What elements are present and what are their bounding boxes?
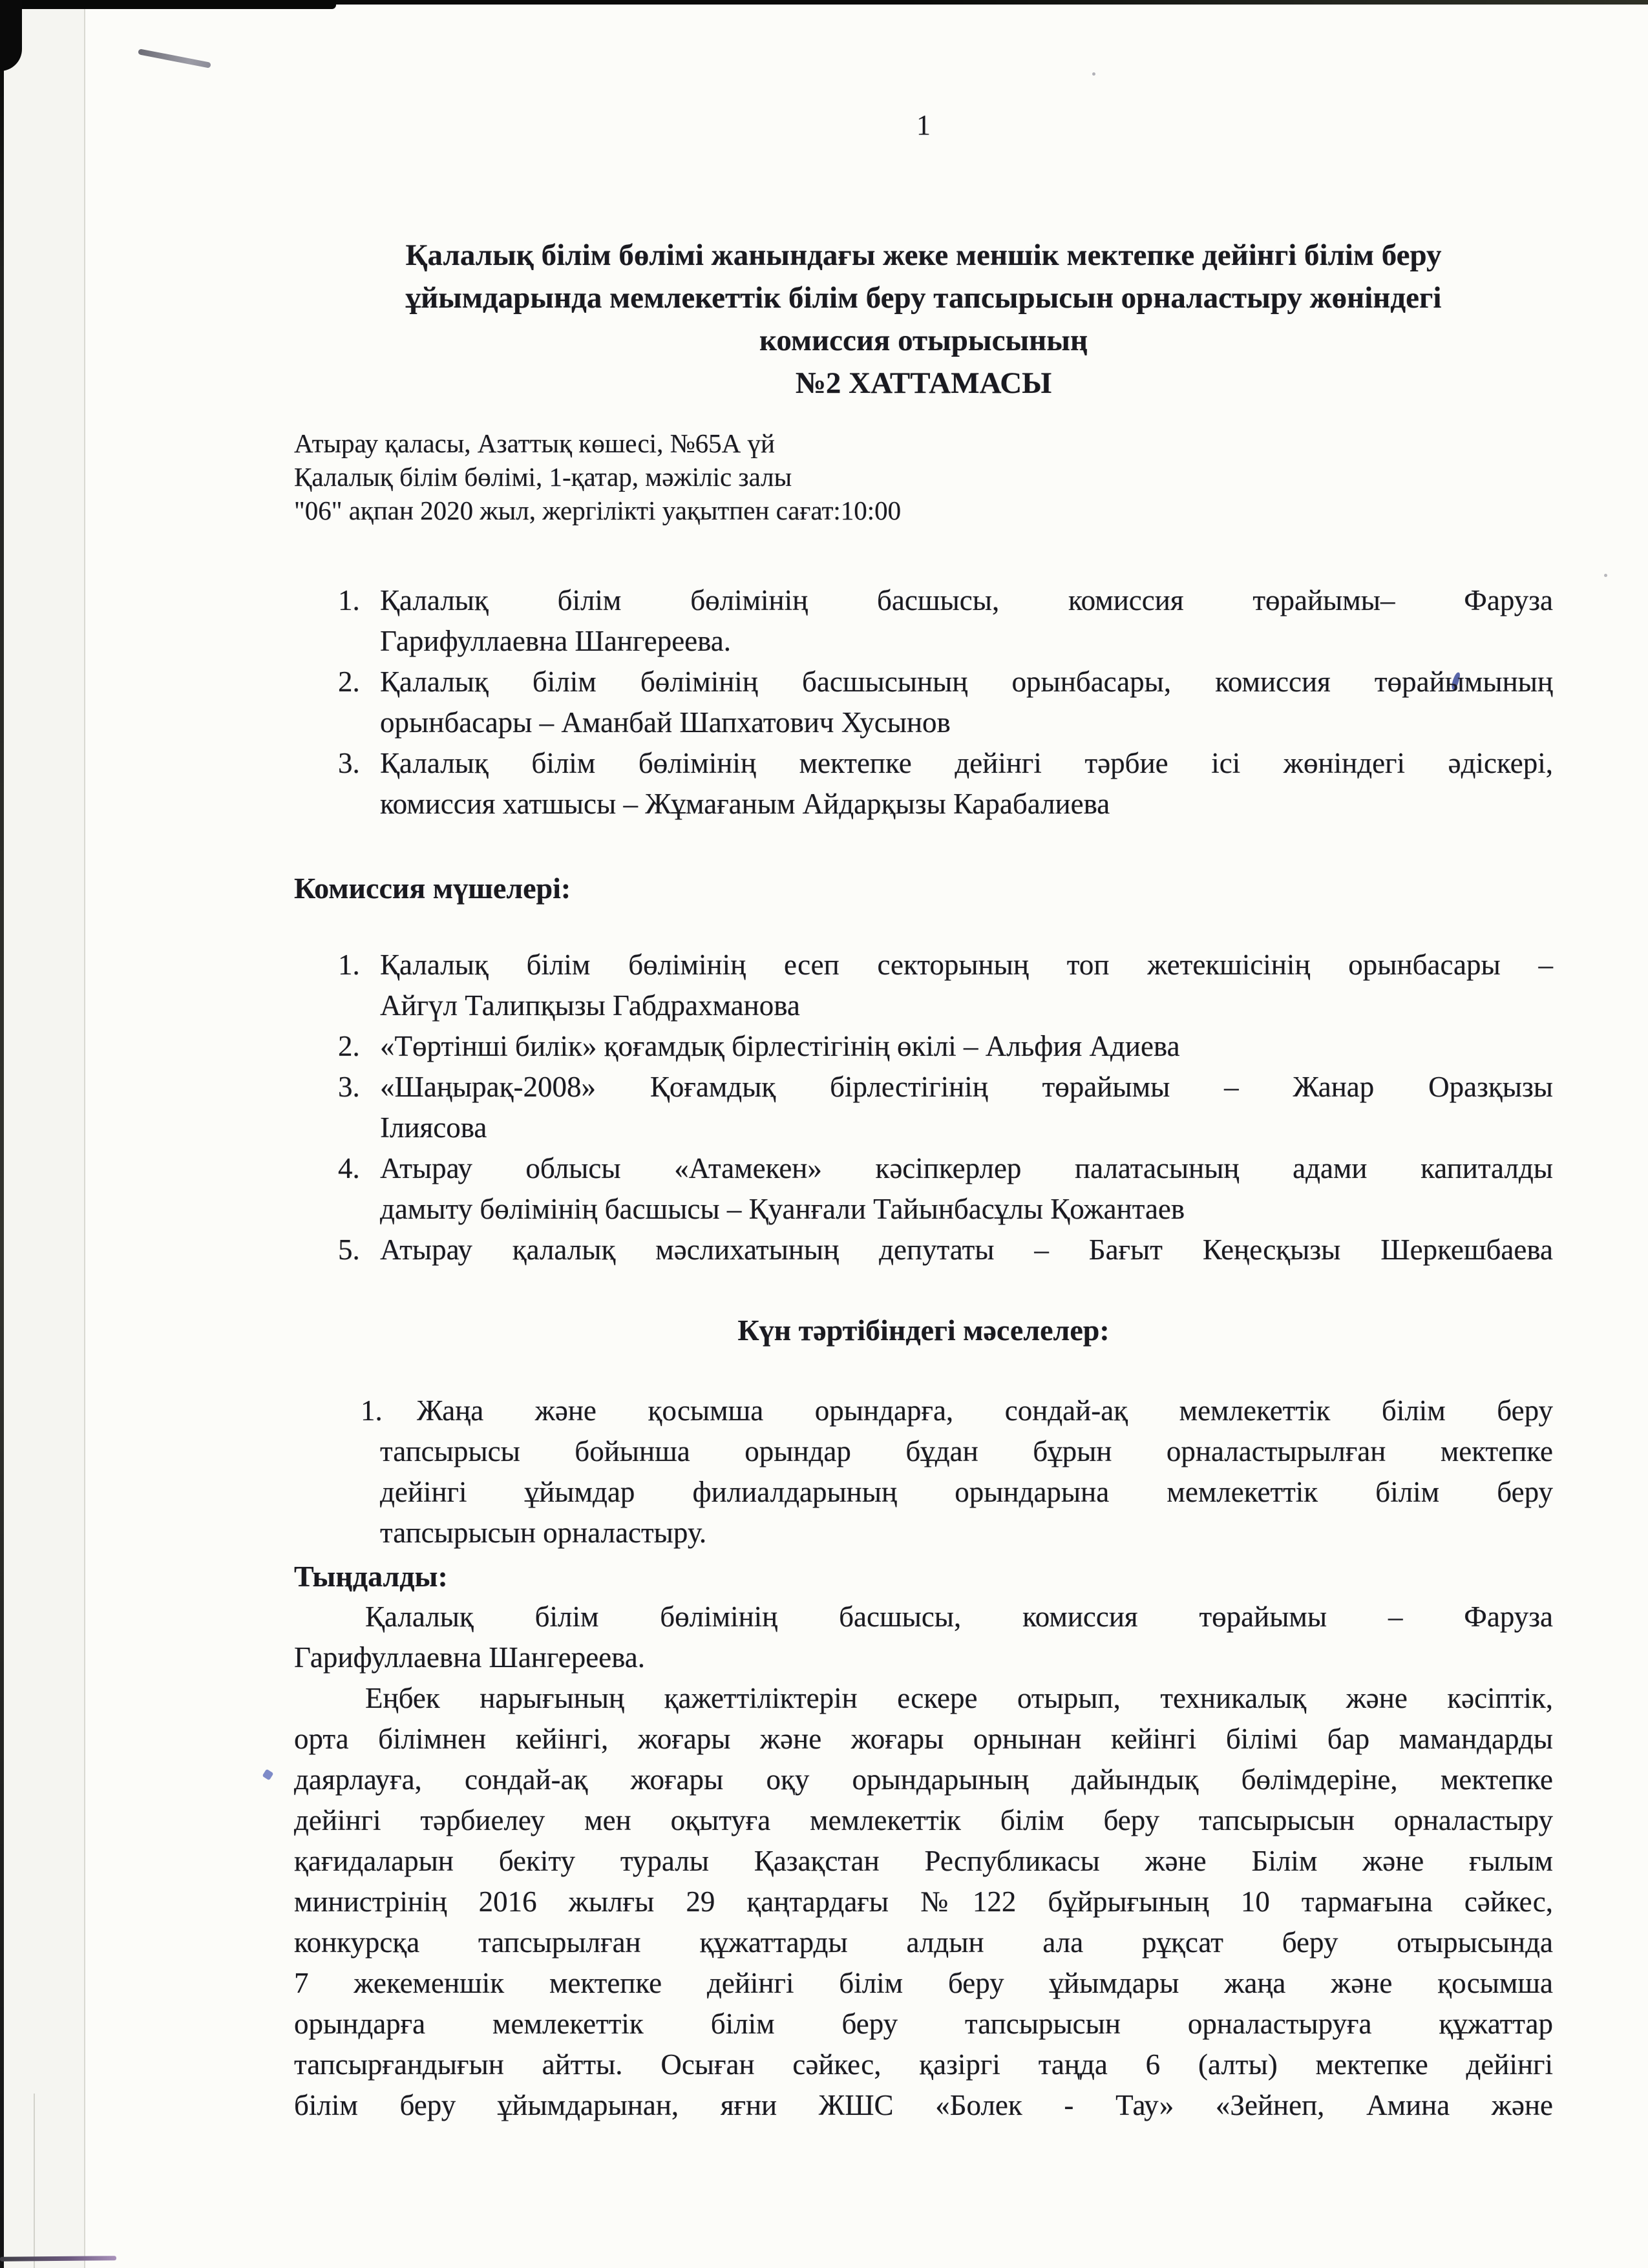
paragraph: [294, 1597, 1553, 1678]
text-line: комиссия хатшысы – Жұмағаным Айдарқызы Карабалиева: [380, 788, 1110, 820]
list-number: 2.: [338, 666, 360, 698]
attendees-list: [294, 580, 1553, 824]
text-line: орынбасары – Аманбай Шапхатович Хусынов: [380, 706, 951, 739]
text-line: Гарифуллаевна Шангереева.: [294, 1641, 646, 1674]
text-line: «Төртінші билік» қоғамдық бірлестігінің өкілі – Альфия Адиева: [380, 1030, 1180, 1062]
scanner-margin: [4, 0, 84, 2268]
text-line: Қалалық білім бөлімінің мектепке дейінгі тәрбие ісі жөніндегі әдіскері,: [380, 747, 1553, 779]
text-line: дейінгі тәрбиелеу мен оқытуға мемлекеттік білім беру тапсырысын орналастыру: [294, 1804, 1553, 1836]
agenda-list: [294, 1391, 1553, 1553]
scan-bottom-mark: [0, 2256, 116, 2262]
text-line: конкурсқа тапсырылған құжаттарды алдын ала рұқсат беру отырысында: [294, 1926, 1553, 1958]
list-item-text: [380, 1148, 1553, 1230]
text-line: Атырау қаласы, Азаттық көшесі, №65А үй: [294, 428, 775, 458]
list-item-text: [380, 1067, 1553, 1148]
text-line: Қалалық білім бөлімінің басшысы, комиссия төрайымы – Фаруза: [365, 1601, 1553, 1633]
text-line: №2 ХАТТАМАСЫ: [795, 366, 1052, 400]
list-item-text: [380, 945, 1553, 1026]
meeting-info: [294, 426, 1553, 527]
text-line: министрінің 2016 жылғы 29 қаңтардағы №122 бұйрығының 10 тармағына сәйкес,: [294, 1885, 1553, 1918]
text-line: "06" ақпан 2020 жыл, жергілікті уақытпен сағат:10:00: [294, 496, 902, 525]
members-heading: Комиссия мүшелері:: [294, 872, 571, 905]
heard-heading: Тыңдалды:: [294, 1560, 448, 1593]
staple-mark: [138, 48, 211, 68]
text-line: дамыту бөлімінің басшысы – Қуанғали Тайынбасұлы Қожантаев: [380, 1193, 1185, 1225]
list-item: [294, 1391, 1553, 1553]
text-line: Атырау облысы «Атамекен» кәсіпкерлер палатасының адами капиталды: [380, 1152, 1553, 1184]
list-item: [294, 1148, 1553, 1230]
text-line: Қалалық білім бөлімі, 1-қатар, мәжіліс залы: [294, 462, 792, 492]
list-item-text: [380, 580, 1553, 662]
text-line: Жаңа және қосымша орындарға, сондай-ақ мемлекеттік білім беру: [417, 1394, 1553, 1427]
text-line: білім беру ұйымдарынан, яғни ЖШС «Болек - Тау» «Зейнеп, Амина және: [294, 2089, 1553, 2121]
pen-mark: [262, 1769, 274, 1781]
scan-corner-shadow: [0, 0, 22, 71]
text-line: Гарифуллаевна Шангереева.: [380, 625, 732, 657]
heard-section: [294, 1556, 1553, 2126]
text-line: Қалалық білім бөлімінің есеп секторының топ жетекшісінің орынбасары –: [380, 949, 1553, 981]
scan-speck: [1092, 72, 1095, 76]
list-number: 1.: [338, 584, 360, 616]
text-line: тапсырысын орналастыру.: [380, 1517, 707, 1549]
agenda-heading: Күн тәртібіндегі мәселелер:: [737, 1314, 1110, 1347]
list-item: [294, 1067, 1553, 1148]
text-line: даярлауға, сондай-ақ жоғары оқу орындарының дайындық бөлімдеріне, мектепке: [294, 1763, 1553, 1796]
text-line: дейінгі ұйымдар филиалдарының орындарына мемлекеттік білім беру: [380, 1476, 1553, 1508]
list-item-text: [380, 1391, 1553, 1553]
list-number: 1.: [361, 1394, 383, 1427]
list-number: 3.: [338, 747, 360, 779]
text-line: Атырау қалалық мәслихатының депутаты – Бағыт Кеңесқызы Шеркешбаева: [380, 1234, 1553, 1266]
text-line: Қалалық білім бөлімінің басшысының орынбасары, комиссия төрайымының: [380, 666, 1553, 698]
list-item-text: [380, 662, 1553, 743]
list-number: 3.: [338, 1071, 360, 1103]
list-number: 5.: [338, 1234, 360, 1266]
paper-edge-line-bottom: [34, 2094, 35, 2268]
paper-edge-line: [84, 9, 85, 2268]
members-list: [294, 945, 1553, 1270]
text-line: Еңбек нарығының қажеттіліктерін ескере отырып, техникалық және кәсіптік,: [365, 1682, 1553, 1714]
text-line: «Шаңырақ-2008» Қоғамдық бірлестігінің төрайымы – Жанар Оразқызы: [380, 1071, 1553, 1103]
text-line: комиссия отырысының: [759, 324, 1088, 357]
scan-edge-left: [0, 0, 4, 2268]
list-number: 2.: [338, 1030, 360, 1062]
text-line: Қалалық білім бөлімінің басшысы, комиссия төрайымы– Фаруза: [380, 584, 1553, 616]
text-line: 7 жекеменшік мектепке дейінгі білім беру ұйымдары жаңа және қосымша: [294, 1967, 1553, 1999]
list-item: [294, 945, 1553, 1026]
text-line: Қалалық білім бөлімі жанындағы жеке меншік мектепке дейінгі білім беру: [405, 238, 1442, 272]
text-line: Ілиясова: [380, 1111, 487, 1144]
document-title: [294, 234, 1553, 404]
text-line: тапсырғандығын айтты. Осыған сәйкес, қазіргі таңда 6 (алты) мектепке дейінгі: [294, 2048, 1553, 2081]
text-line: орта білімнен кейінгі, жоғары және жоғары орнынан кейінгі білімі бар мамандарды: [294, 1723, 1553, 1755]
paragraph: [294, 1678, 1553, 2126]
list-item: [294, 580, 1553, 662]
page-number: 1: [916, 109, 931, 141]
list-item: [294, 662, 1553, 743]
list-item-text: [380, 1230, 1553, 1270]
scan-edge-top-left: [0, 0, 336, 9]
text-line: Айгүл Талипқызы Габдрахманова: [380, 989, 800, 1022]
list-number: 1.: [338, 949, 360, 981]
list-item-text: [380, 1026, 1553, 1067]
list-item: [294, 1026, 1553, 1067]
list-number: 4.: [338, 1152, 360, 1184]
text-line: тапсырысы бойынша орындар бұдан бұрын орналастырылған мектепке: [380, 1435, 1553, 1467]
list-item: [294, 1230, 1553, 1270]
text-line: орындарға мемлекеттік білім беру тапсырысын орналастыруға құжаттар: [294, 2008, 1553, 2040]
list-item-text: [380, 743, 1553, 824]
list-item: [294, 743, 1553, 824]
text-line: ұйымдарында мемлекеттік білім беру тапсырысын орналастыру жөніндегі: [405, 281, 1442, 315]
scan-speck: [1604, 574, 1607, 577]
text-line: қағидаларын бекіту туралы Қазақстан Республикасы және Білім және ғылым: [294, 1845, 1553, 1877]
